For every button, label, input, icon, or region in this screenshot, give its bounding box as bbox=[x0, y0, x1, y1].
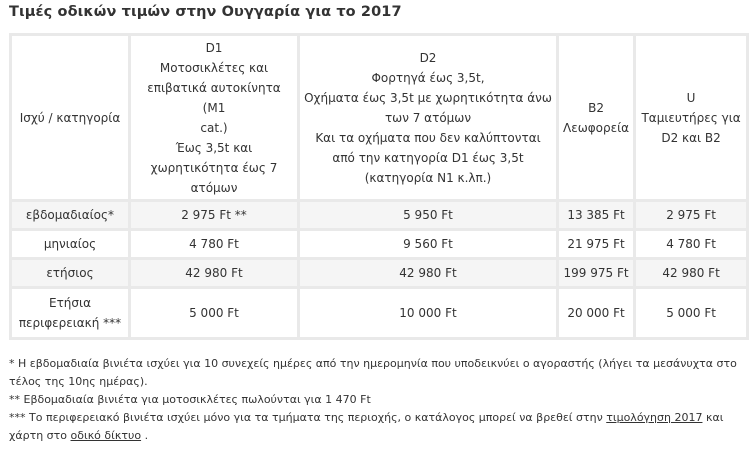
page-title: Τιμές οδικών τιμών στην Ουγγαρία για το 2017 bbox=[9, 4, 402, 20]
header-d2-line: D2 bbox=[419, 50, 437, 65]
price-cell: 4 780 Ft bbox=[636, 231, 746, 257]
price-cell: 5 950 Ft bbox=[300, 202, 556, 228]
header-b2-line: Λεωφορεία bbox=[563, 120, 630, 135]
header-d1-line: Μοτοσικλέτες και bbox=[159, 60, 269, 75]
row-label-cell bbox=[12, 202, 128, 228]
price-cell: 10 000 Ft bbox=[300, 289, 556, 337]
price-cell: 5 000 Ft bbox=[131, 289, 297, 337]
road-network-link[interactable]: οδικό δίκτυο bbox=[70, 429, 142, 442]
price-cell: 42 980 Ft bbox=[636, 260, 746, 286]
header-b2-line: B2 bbox=[588, 100, 604, 115]
pricing-2017-link[interactable]: τιμολόγηση 2017 bbox=[606, 411, 703, 424]
header-d1-line: Έως 3,5t και bbox=[175, 140, 253, 155]
header-cell-u bbox=[636, 36, 746, 199]
table-row bbox=[12, 202, 746, 228]
price-cell: 2 975 Ft ** bbox=[131, 202, 297, 228]
price-cell: 2 975 Ft bbox=[636, 202, 746, 228]
vignette-price-table bbox=[9, 33, 749, 340]
table-row bbox=[12, 231, 746, 257]
header-d2-line: Οχήματα έως 3,5t με χωρητικότητα άνω bbox=[304, 90, 552, 105]
header-d2-line: (κατηγορία N1 κ.λπ.) bbox=[364, 170, 492, 185]
footnote-regional-text-middle: και χάρτη στο bbox=[9, 411, 724, 442]
price-cell: 42 980 Ft bbox=[300, 260, 556, 286]
row-label: Ετήσια bbox=[49, 296, 91, 310]
row-label: μηνιαίος bbox=[43, 237, 97, 251]
table-header-row bbox=[12, 36, 746, 199]
price-cell: 9 560 Ft bbox=[300, 231, 556, 257]
table-row bbox=[12, 260, 746, 286]
footnotes bbox=[9, 355, 749, 445]
header-d1-line: χωρητικότητα έως 7 bbox=[150, 160, 278, 175]
footnote-regional-text-end: . bbox=[144, 429, 149, 442]
price-cell: 5 000 Ft bbox=[636, 289, 746, 337]
header-d2-line: Φορτηγά έως 3,5t, bbox=[371, 70, 485, 85]
footnote-regional bbox=[9, 409, 749, 445]
header-cell-b2 bbox=[559, 36, 633, 199]
header-d1-line: cat.) bbox=[200, 120, 228, 135]
corner-header-cell bbox=[12, 36, 128, 199]
corner-header-label: Ισχύ / κατηγορία bbox=[19, 110, 121, 125]
footnote-weekly: * Η εβδομαδιαία βινιέτα ισχύει για 10 συνεχείς ημέρες από την ημερομηνία που υποδεικνύει ο αγοραστής (λήγει τα μεσάνυχτα στο τέλος της 10ης ημέρας). bbox=[9, 357, 737, 388]
row-label: εβδομαδιαίος* bbox=[25, 208, 115, 222]
header-u-line: U bbox=[686, 90, 696, 105]
header-d2-line: των 7 ατόμων bbox=[384, 110, 472, 125]
header-cell-d2 bbox=[300, 36, 556, 199]
price-cell: 4 780 Ft bbox=[131, 231, 297, 257]
price-cell: 42 980 Ft bbox=[131, 260, 297, 286]
price-cell: 21 975 Ft bbox=[559, 231, 633, 257]
header-d2-line: από την κατηγορία D1 έως 3,5t bbox=[332, 150, 524, 165]
header-d2-line: Και τα οχήματα που δεν καλύπτονται bbox=[315, 130, 541, 145]
header-d1-line: D1 bbox=[205, 40, 223, 55]
header-u-line: Ταμιευτήρες για bbox=[641, 110, 741, 125]
header-cell-d1 bbox=[131, 36, 297, 199]
footnote-regional-text: *** Το περιφερειακό βινιέτα ισχύει μόνο για τα τμήματα της περιοχής, ο κατάλογος μπορεί να βρεθεί στην bbox=[9, 411, 603, 424]
price-cell: 199 975 Ft bbox=[559, 260, 633, 286]
row-label: περιφερειακή *** bbox=[18, 316, 122, 330]
header-u-line: D2 και B2 bbox=[661, 130, 721, 145]
row-label-cell bbox=[12, 260, 128, 286]
table-row bbox=[12, 289, 746, 337]
header-d1-line: ατόμων bbox=[190, 180, 238, 195]
header-d1-line: επιβατικά αυτοκίνητα (M1 bbox=[147, 80, 281, 115]
row-label-cell bbox=[12, 289, 128, 337]
row-label-cell bbox=[12, 231, 128, 257]
price-cell: 13 385 Ft bbox=[559, 202, 633, 228]
row-label: ετήσιος bbox=[46, 266, 94, 280]
price-cell: 20 000 Ft bbox=[559, 289, 633, 337]
footnote-motorcycle: ** Εβδομαδιαία βινιέτα για μοτοσικλέτες πωλούνται για 1 470 Ft bbox=[9, 393, 371, 406]
